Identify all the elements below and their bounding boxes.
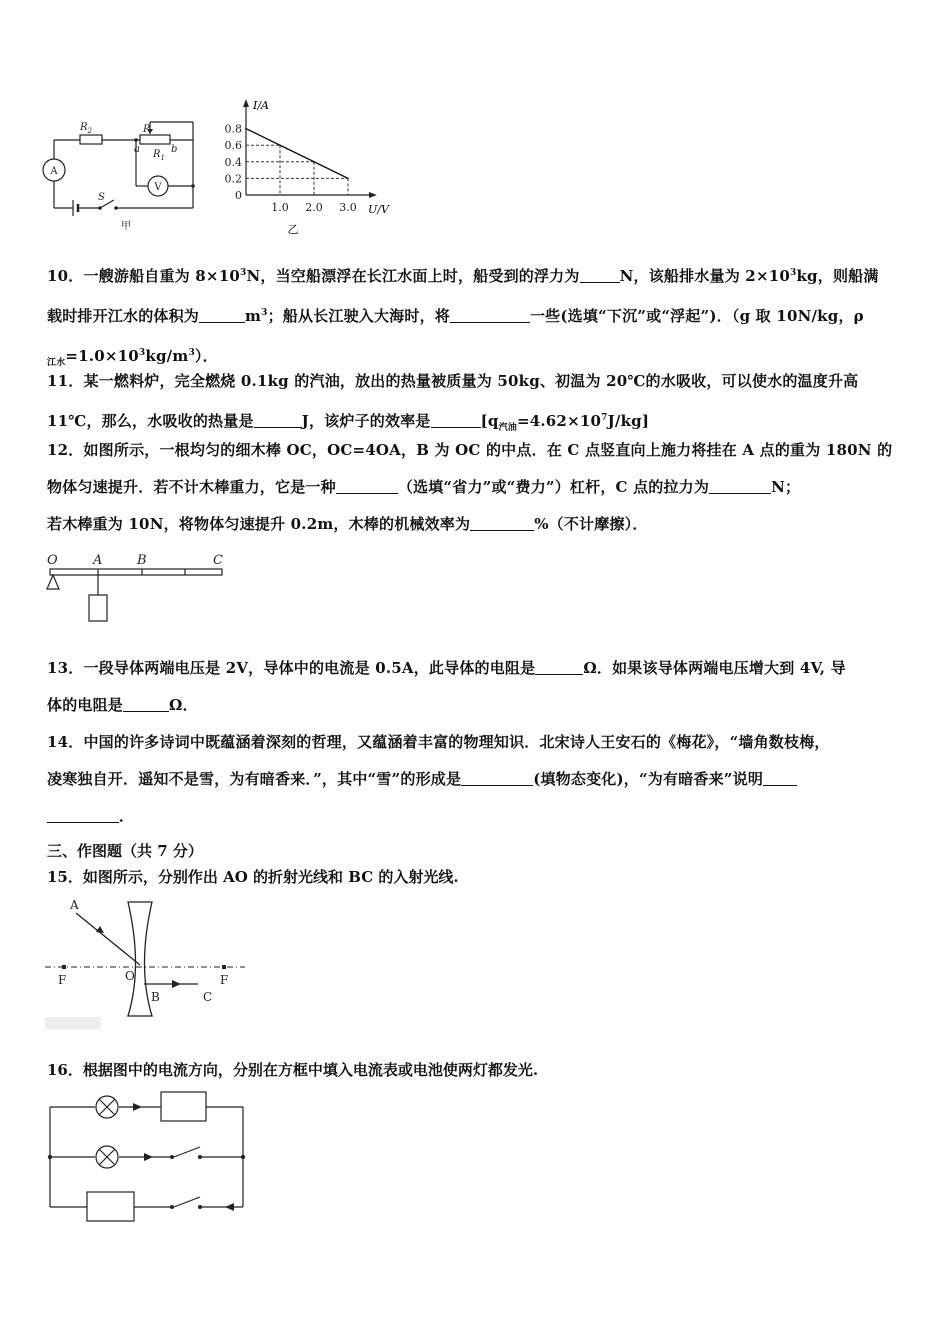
ammeter-label: A (50, 166, 58, 177)
label-r1: $R_1$ (153, 149, 165, 162)
lever-label-a: A (93, 553, 103, 568)
caption-yi: 乙 (287, 223, 299, 236)
caption-jia: 甲 (121, 221, 131, 232)
question-14: 14．中国的许多诗词中既蕴涵着深刻的哲理，又蕴涵着丰富的物理知识．北宋诗人王安石的《梅花》，“墙角数枝梅， 凌寒独自开．遥知不是雪，为有暗香来．”，其中“雪”的形成是 (填物态变化)，“为有暗香来”说明 ． (47, 733, 830, 825)
label-r2: $R_2$ (80, 122, 92, 135)
q13-blank-resistance[interactable] (535, 660, 583, 675)
question-11: 11．某一燃料炉，完全燃烧 0.1kg 的汽油，放出的热量被质量为 50kg、初温为 20℃的水吸收，可以使水的温度升高 11℃，那么，水吸收的热量是 J，该炉子的效率是 $[q_{汽油}=4.62\times 10^7J/kg]$ (47, 372, 859, 433)
y-tick-1: 0.6 (224, 139, 242, 153)
q11-blank-heat[interactable] (254, 413, 302, 428)
y-tick-4: 0 (235, 189, 242, 202)
q10-blank-buoyancy[interactable] (580, 268, 620, 283)
two-lamp-circuit-figure (40, 1085, 255, 1230)
y-tick-0: 0.8 (224, 122, 242, 136)
question-15: 15．如图所示，分别作出 AO 的折射光线和 BC 的入射光线. (47, 868, 459, 886)
label-a: a (134, 144, 140, 155)
iu-point-1 (279, 144, 281, 146)
label-b: b (171, 144, 178, 155)
q12-blank-force[interactable] (709, 479, 771, 494)
resistor-r2 (80, 135, 102, 144)
question-16: 16．根据图中的电流方向，分别在方框中填入电流表或电池使两灯都发光. (47, 1061, 539, 1079)
y-tick-2: 0.4 (224, 155, 242, 169)
iu-line (246, 129, 348, 179)
question-10: 10．一艘游船自重为 $8\times 10^3N$，当空船漂浮在长江水面上时，船受到的浮力为 N，该船排水量为 $2\times 10^3kg$，则船满 载时排开江水的体积为 $m^3$；船从长江驶入大海时，将 一些(选填“下沉”或“浮起”)．（g 取 10N/kg，ρ $_{江水}=1.0\times 10^3kg/m^3$）． (47, 267, 879, 368)
x-tick-1: 2.0 (305, 201, 323, 214)
iu-graph-yi (218, 95, 398, 240)
switch-bottom (174, 1197, 200, 1207)
lens-label-c: C (203, 990, 213, 1004)
section-heading: 三、作图题（共 7 分） (47, 842, 203, 860)
empty-box-bottom (87, 1192, 134, 1221)
resistor-r1 (140, 135, 170, 144)
iu-point-0 (245, 128, 247, 130)
q14-blank-explain[interactable] (763, 771, 797, 786)
q11-blank-efficiency[interactable] (431, 413, 481, 428)
x-axis-label: U/V (368, 203, 389, 216)
q12-blank-lever-type[interactable] (336, 479, 398, 494)
lever-figure (40, 548, 240, 628)
empty-box-top (161, 1092, 206, 1121)
lens-label-f-right: F (220, 973, 229, 987)
q12-blank-efficiency[interactable] (470, 516, 534, 531)
iu-point-3 (347, 178, 349, 180)
q10-blank-float[interactable] (450, 308, 530, 323)
hanging-weight (89, 595, 107, 621)
lever-label-c: C (213, 553, 223, 568)
question-13: 13．一段导体两端电压是 2V，导体中的电流是 0.5A，此导体的电阻是 Ω．如果该导体两端电压增大到 4V, 导 体的电阻是 Ω． (47, 659, 846, 714)
lens-label-b: B (151, 990, 160, 1004)
switch-middle (174, 1147, 200, 1157)
q10-blank-volume[interactable] (199, 308, 245, 323)
iu-point-2 (313, 161, 315, 163)
lens-label-a: A (70, 898, 79, 912)
y-axis-label: I/A (253, 99, 269, 112)
label-p: P (143, 124, 150, 135)
lens-label-f-left: F (58, 973, 67, 987)
label-s: S (98, 192, 105, 203)
y-tick-3: 0.2 (224, 172, 242, 186)
q14-blank-explain-cont[interactable] (47, 808, 119, 823)
voltmeter-label: V (154, 182, 162, 193)
x-tick-2: 3.0 (339, 201, 357, 214)
circuit-figure-jia (40, 112, 210, 232)
question-12: 12．如图所示，一根均匀的细木棒 OC，OC=4OA，B 为 OC 的中点．在 C 点竖直向上施力将挂在 A 点的重为 180N 的 物体匀速提升．若不计木棒重力，它是一种 （选填“省力”或“费力”）杠杆，C 点的拉力为 N； 若木棒重为 10N，将物体匀速提升 0.2m，木棒的机械效率为 %（不计摩擦）． (47, 441, 893, 533)
q14-blank-state-change[interactable] (461, 771, 533, 786)
lever-label-o: O (47, 553, 58, 568)
lens-figure (40, 895, 250, 1035)
x-tick-0: 1.0 (271, 201, 289, 214)
q13-blank-resistance-2[interactable] (123, 697, 169, 712)
lever-label-b: B (137, 553, 147, 568)
lens-label-o: O (125, 969, 135, 983)
